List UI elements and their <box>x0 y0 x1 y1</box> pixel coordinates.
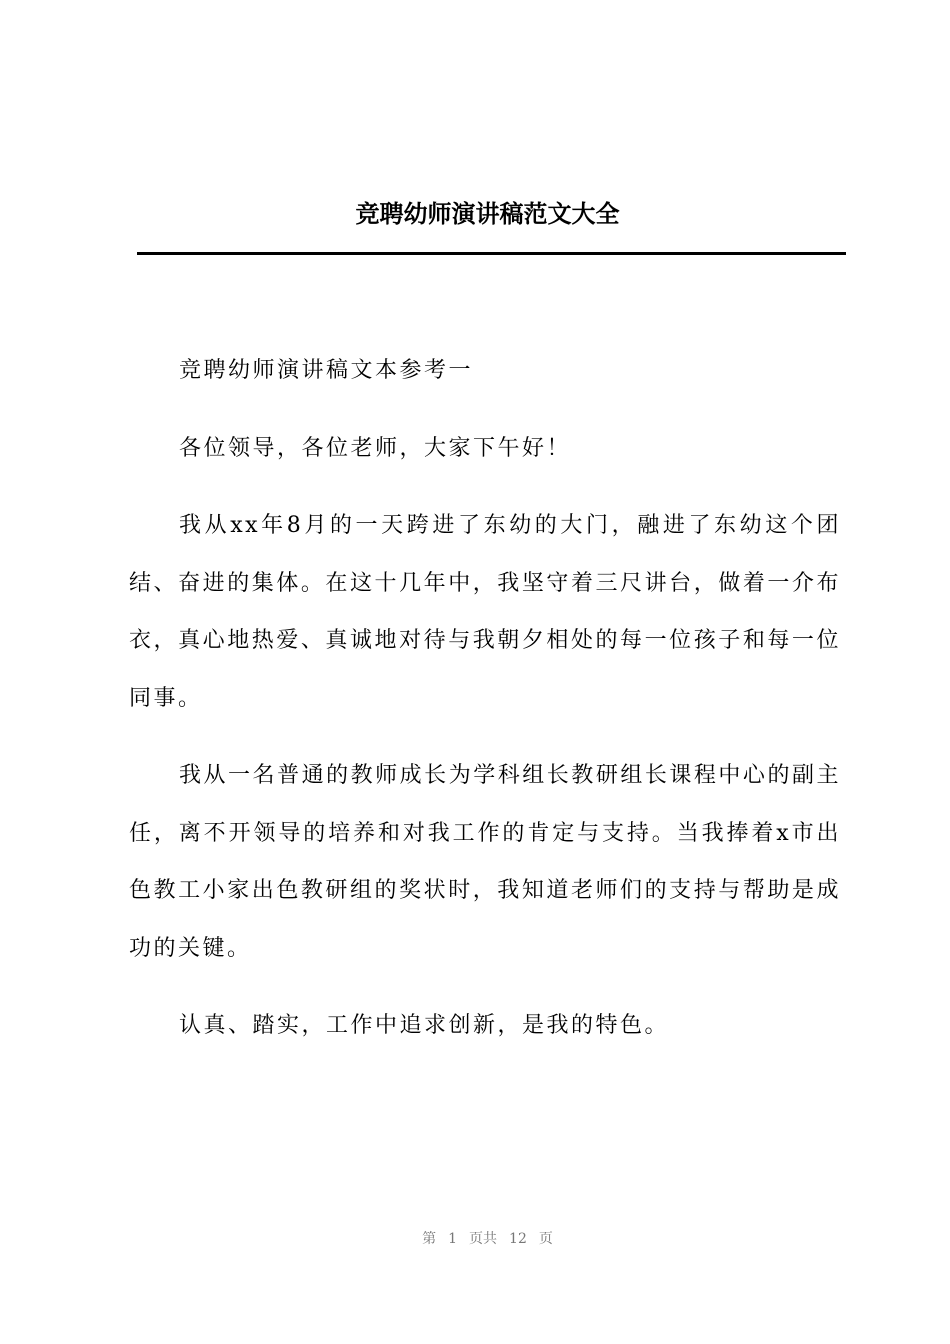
footer-page-number: 1 <box>448 1231 458 1247</box>
page-title: 竞聘幼师演讲稿范文大全 <box>355 200 620 228</box>
paragraph-heading: 竞聘幼师演讲稿文本参考一 <box>179 358 474 383</box>
page-footer <box>0 1229 950 1249</box>
paragraph: 我从xx年8月的一天跨进了东幼的大门，融进了东幼这个团结、奋进的集体。在这十几年中，我坚守着三尺讲台，做着一介布衣，真心地热爱、真诚地对待与我朝夕相处的每一位孩子和每一位同事。 <box>129 513 841 711</box>
paragraph: 认真、踏实，工作中追求创新，是我的特色。 <box>179 1013 670 1038</box>
footer-suffix: 页 <box>538 1231 553 1247</box>
document-body <box>129 342 841 1075</box>
footer-total-pages: 12 <box>509 1231 527 1247</box>
paragraph: 我从一名普通的教师成长为学科组长教研组长课程中心的副主任，离不开领导的培养和对我工作的肯定与支持。当我捧着x市出色教工小家出色教研组的奖状时，我知道老师们的支持与帮助是成功的关键。 <box>129 763 841 961</box>
paragraph-greeting: 各位领导，各位老师，大家下午好！ <box>179 435 572 461</box>
footer-prefix: 第 <box>422 1231 437 1247</box>
title-divider <box>137 252 846 255</box>
footer-middle: 页共 <box>469 1231 498 1247</box>
